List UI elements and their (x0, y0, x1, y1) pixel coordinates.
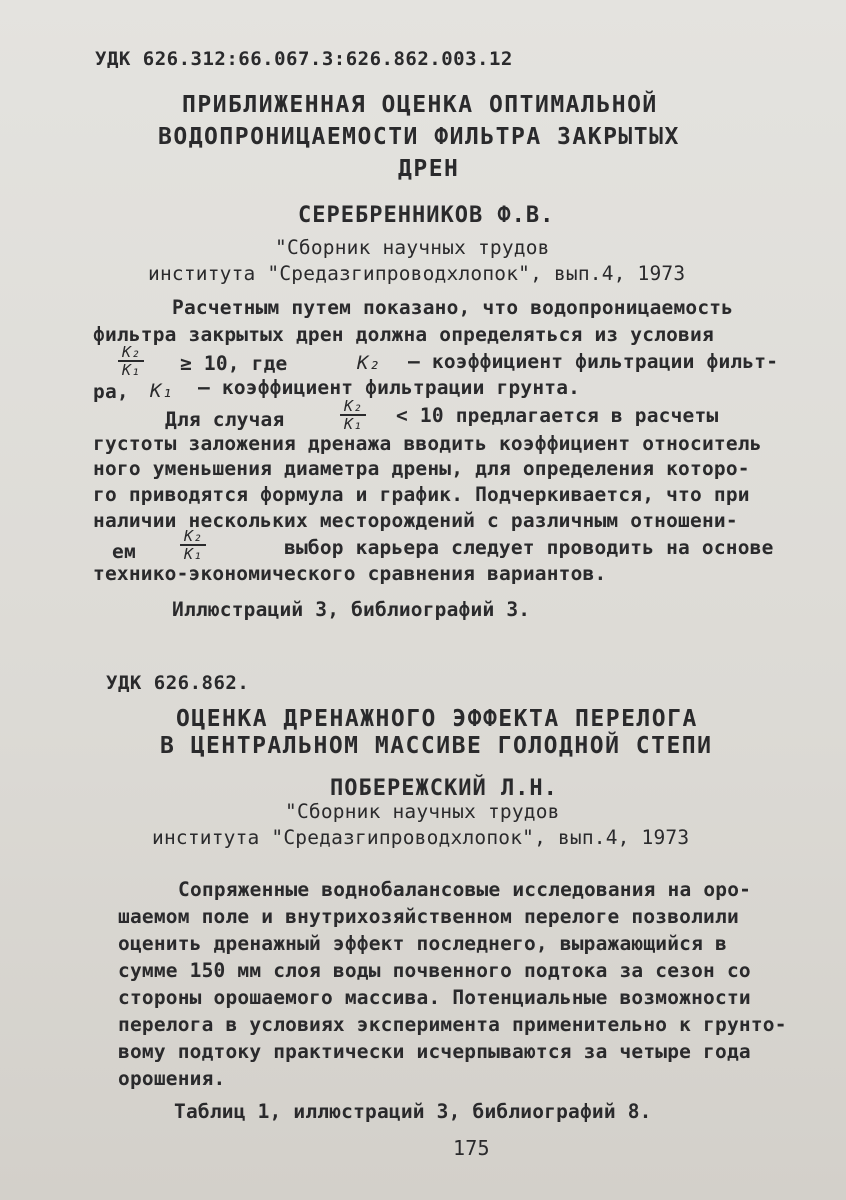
article1-abstract-line-5a: Для случая (165, 408, 285, 431)
article2-abstract-line-5: стороны орошаемого массива. Потенциальные возможности (118, 986, 751, 1009)
article2-abstract-line-4: сумме 150 мм слоя воды почвенного подтока за сезон со (118, 959, 751, 982)
article2-source-line-2: института "Средазгипроводхлопок", вып.4, 1973 (152, 826, 690, 849)
article1-title-line-3: ДРЕН (398, 156, 460, 182)
article1-abstract-line-5b: < 10 предлагается в расчеты (396, 404, 719, 427)
article1-abstract-line-11: технико-экономического сравнения вариантов. (93, 562, 607, 585)
article2-abstract-line-8: орошения. (118, 1067, 226, 1090)
article1-udk: УДК 626.312:66.067.3:626.862.003.12 (95, 48, 513, 70)
article2-abstract-line-7: вому подтоку практически исчерпываются за четыре года (118, 1040, 751, 1063)
article1-source-line-2: института "Средазгипроводхлопок", вып.4, 1973 (148, 262, 686, 285)
article1-abstract-line-3a: ≥ 10, где (180, 352, 288, 375)
article2-source-line-1: "Сборник научных трудов (285, 800, 560, 823)
ratio-k2-k1-fraction (118, 344, 144, 378)
ratio-k2-k1-fraction-2 (340, 398, 366, 432)
article1-abstract-line-1: Расчетным путем показано, что водопроницаемость (172, 296, 734, 319)
var-k1: K₁ (150, 380, 173, 402)
article1-abstract-line-9: наличии нескольких месторождений с различным отношени- (93, 509, 738, 532)
var-k2: K₂ (357, 352, 380, 374)
fraction-numerator: K₂ (118, 344, 144, 362)
article1-source-line-1: "Сборник научных трудов (275, 236, 550, 259)
article1-title-line-1: ПРИБЛИЖЕННАЯ ОЦЕНКА ОПТИМАЛЬНОЙ (182, 92, 658, 118)
article2-title-line-2: В ЦЕНТРАЛЬНОМ МАССИВЕ ГОЛОДНОЙ СТЕПИ (160, 733, 713, 759)
fraction-numerator: K₂ (180, 528, 206, 546)
article2-abstract-line-3: оценить дренажный эффект последнего, выражающийся в (118, 932, 727, 955)
article2-abstract-line-2: шаемом поле и внутрихозяйственном перелоге позволили (118, 905, 739, 928)
article1-abstract-line-6: густоты заложения дренажа вводить коэффициент относитель (93, 432, 762, 455)
article1-author: СЕРЕБРЕННИКОВ Ф.В. (298, 203, 555, 228)
article1-references: Иллюстраций 3, библиографий 3. (172, 598, 531, 621)
article2-title-line-1: ОЦЕНКА ДРЕНАЖНОГО ЭФФЕКТА ПЕРЕЛОГА (176, 706, 698, 732)
article1-abstract-line-10b: выбор карьера следует проводить на основе (284, 536, 774, 559)
page-number: 175 (453, 1136, 490, 1160)
article2-references: Таблиц 1, иллюстраций 3, библиографий 8. (174, 1100, 652, 1123)
fraction-denominator: K₁ (122, 361, 141, 379)
ratio-k2-k1-fraction-3 (180, 528, 206, 562)
fraction-denominator: K₁ (184, 545, 203, 563)
article1-abstract-line-7: ного уменьшения диаметра дрены, для определения которо- (93, 457, 750, 480)
article1-abstract-line-10a: ем (112, 540, 136, 563)
article1-abstract-line-2: фильтра закрытых дрен должна определяться из условия (93, 323, 714, 346)
fraction-numerator: K₂ (340, 398, 366, 416)
article2-abstract-line-6: перелога в условиях эксперимента применительно к грунто- (118, 1013, 787, 1036)
article2-abstract-line-1: Сопряженные воднобалансовые исследования на оро- (178, 878, 752, 901)
article1-abstract-line-4a: ра, (93, 380, 129, 403)
article1-abstract-line-8: го приводятся формула и график. Подчеркивается, что при (93, 483, 750, 506)
article1-abstract-line-3b: – коэффициент фильтрации фильт- (408, 350, 779, 373)
fraction-denominator: K₁ (344, 415, 363, 433)
article2-author: ПОБЕРЕЖСКИЙ Л.Н. (330, 776, 558, 801)
article1-title-line-2: ВОДОПРОНИЦАЕМОСТИ ФИЛЬТРА ЗАКРЫТЫХ (158, 124, 680, 150)
article1-abstract-line-4b: – коэффициент фильтрации грунта. (198, 376, 581, 399)
article2-udk: УДК 626.862. (106, 672, 250, 694)
